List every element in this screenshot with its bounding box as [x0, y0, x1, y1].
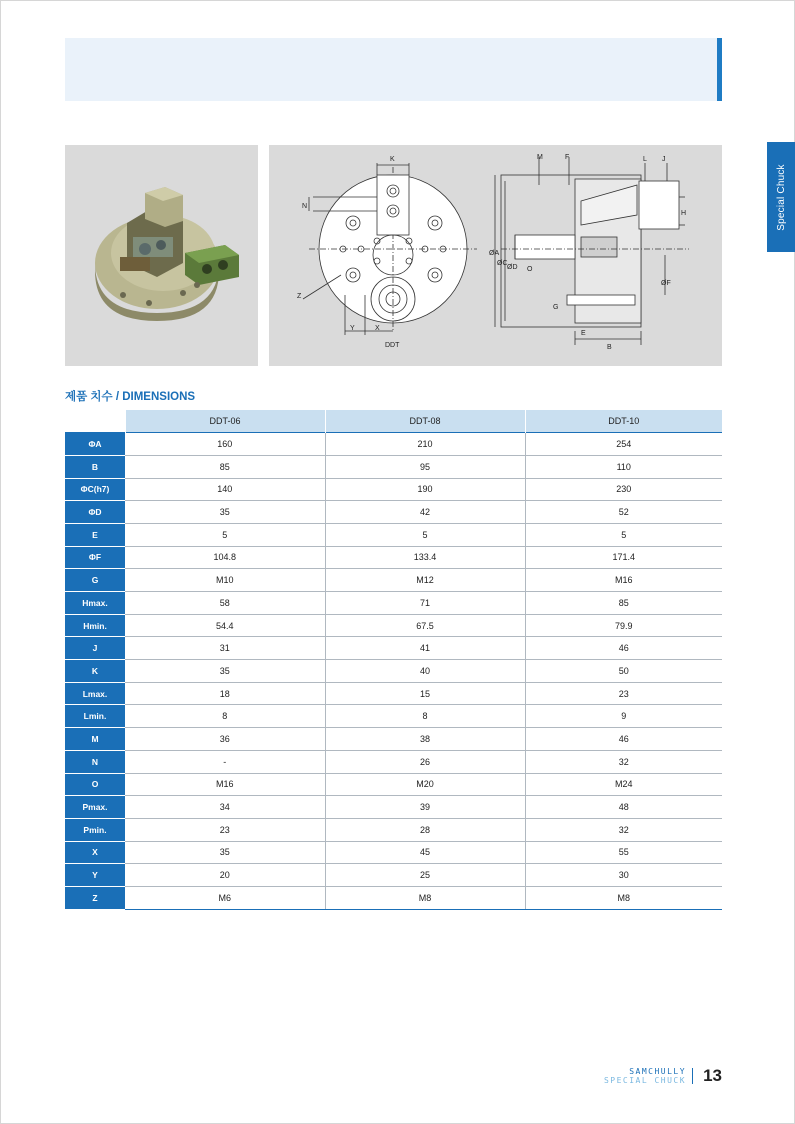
- table-row: [65, 773, 722, 796]
- row-label: Pmin.: [65, 818, 125, 841]
- table-cell: 71: [325, 592, 525, 615]
- row-label: K: [65, 660, 125, 683]
- label-y: Y: [350, 325, 355, 332]
- row-label: B: [65, 455, 125, 478]
- label-f: F: [565, 154, 570, 161]
- table-cell: 95: [325, 455, 525, 478]
- table-row: [65, 455, 722, 478]
- table-cell: 46: [525, 728, 722, 751]
- table-row: [65, 478, 722, 501]
- table-cell: 133.4: [325, 546, 525, 569]
- table-row: [65, 433, 722, 456]
- table-cell: 85: [525, 592, 722, 615]
- table-row: [65, 523, 722, 546]
- table-cell: M16: [125, 773, 325, 796]
- row-label: O: [65, 773, 125, 796]
- table-cell: 35: [125, 501, 325, 524]
- table-cell: 85: [125, 455, 325, 478]
- technical-drawing: [269, 145, 722, 366]
- table-corner: [65, 410, 125, 433]
- row-label: Lmax.: [65, 682, 125, 705]
- table-cell: 48: [525, 796, 722, 819]
- table-cell: 35: [125, 841, 325, 864]
- table-cell: 42: [325, 501, 525, 524]
- table-cell: 32: [525, 818, 722, 841]
- table-cell: M10: [125, 569, 325, 592]
- row-label: ΦF: [65, 546, 125, 569]
- table-cell: 171.4: [525, 546, 722, 569]
- table-row: [65, 660, 722, 683]
- table-cell: 15: [325, 682, 525, 705]
- table-cell: 30: [525, 864, 722, 887]
- table-cell: 52: [525, 501, 722, 524]
- row-label: ΦD: [65, 501, 125, 524]
- table-row: [65, 886, 722, 909]
- table-header-row: [65, 410, 722, 433]
- label-m: M: [537, 154, 543, 161]
- label-k: K: [390, 156, 395, 163]
- row-label: G: [65, 569, 125, 592]
- row-label: Pmax.: [65, 796, 125, 819]
- table-cell: 36: [125, 728, 325, 751]
- table-cell: M24: [525, 773, 722, 796]
- table-cell: 67.5: [325, 614, 525, 637]
- table-row: [65, 705, 722, 728]
- label-l: L: [643, 156, 647, 163]
- dimensions-table: [65, 410, 722, 910]
- table-row: [65, 637, 722, 660]
- table-cell: 254: [525, 433, 722, 456]
- row-label: ΦA: [65, 433, 125, 456]
- table-cell: M8: [525, 886, 722, 909]
- table-row: [65, 614, 722, 637]
- label-h: H: [681, 210, 687, 217]
- label-b: B: [607, 344, 612, 351]
- table-cell: M12: [325, 569, 525, 592]
- table-cell: 79.9: [525, 614, 722, 637]
- row-label: Z: [65, 886, 125, 909]
- label-j: J: [662, 156, 666, 163]
- footer-divider: [692, 1068, 693, 1084]
- table-cell: 104.8: [125, 546, 325, 569]
- table-cell: 20: [125, 864, 325, 887]
- label-x: X: [375, 325, 380, 332]
- row-label: Lmin.: [65, 705, 125, 728]
- table-cell: 34: [125, 796, 325, 819]
- label-o: O: [527, 266, 533, 273]
- column-header: DDT-06: [125, 410, 325, 433]
- table-cell: 18: [125, 682, 325, 705]
- table-cell: 40: [325, 660, 525, 683]
- row-label: N: [65, 750, 125, 773]
- table-cell: 26: [325, 750, 525, 773]
- row-label: Hmin.: [65, 614, 125, 637]
- table-row: [65, 728, 722, 751]
- table-row: [65, 682, 722, 705]
- section-title: 제품 치수 / DIMENSIONS: [65, 391, 196, 403]
- table-cell: 23: [125, 818, 325, 841]
- side-tab[interactable]: [767, 142, 795, 252]
- table-cell: 35: [125, 660, 325, 683]
- table-row: [65, 818, 722, 841]
- row-label: X: [65, 841, 125, 864]
- table-cell: 5: [325, 523, 525, 546]
- label-n: N: [302, 203, 308, 210]
- table-row: [65, 569, 722, 592]
- brand-line-2: SPECIAL CHUCK: [603, 1076, 687, 1085]
- table-cell: 230: [525, 478, 722, 501]
- footer: [604, 1066, 722, 1086]
- label-oc: ØC: [497, 260, 508, 267]
- side-tab-label: Special Chuck: [775, 163, 787, 231]
- page-number: 13: [703, 1066, 722, 1085]
- table-cell: 58: [125, 592, 325, 615]
- product-photo: [65, 145, 258, 366]
- table-row: [65, 750, 722, 773]
- table-cell: 190: [325, 478, 525, 501]
- table-cell: 28: [325, 818, 525, 841]
- table-cell: M6: [125, 886, 325, 909]
- label-od: ØD: [507, 264, 518, 271]
- table-cell: 55: [525, 841, 722, 864]
- table-cell: 160: [125, 433, 325, 456]
- table-row: [65, 864, 722, 887]
- header-band: [65, 38, 722, 101]
- table-row: [65, 546, 722, 569]
- table-cell: 31: [125, 637, 325, 660]
- row-label: J: [65, 637, 125, 660]
- table-cell: 23: [525, 682, 722, 705]
- brand-logo: [604, 1067, 686, 1085]
- table-row: [65, 841, 722, 864]
- table-cell: 140: [125, 478, 325, 501]
- row-label: Y: [65, 864, 125, 887]
- column-header: DDT-10: [525, 410, 722, 433]
- table-cell: 38: [325, 728, 525, 751]
- label-g: G: [553, 304, 559, 311]
- brand-line-1: SAMCHULLY: [629, 1067, 687, 1076]
- label-z: Z: [297, 293, 302, 300]
- table-cell: 210: [325, 433, 525, 456]
- table-cell: 54.4: [125, 614, 325, 637]
- table-cell: 50: [525, 660, 722, 683]
- table-row: [65, 501, 722, 524]
- label-e: E: [581, 330, 586, 337]
- row-label: E: [65, 523, 125, 546]
- table-cell: 5: [125, 523, 325, 546]
- row-label: M: [65, 728, 125, 751]
- dimension-drawing-svg: [269, 145, 722, 366]
- table-row: [65, 592, 722, 615]
- table-cell: 9: [525, 705, 722, 728]
- table-cell: 8: [125, 705, 325, 728]
- table-cell: 110: [525, 455, 722, 478]
- chuck-cutaway-illustration: [65, 145, 258, 366]
- table-cell: 46: [525, 637, 722, 660]
- table-cell: -: [125, 750, 325, 773]
- table-cell: 8: [325, 705, 525, 728]
- label-of: ØF: [661, 280, 671, 287]
- table-cell: 25: [325, 864, 525, 887]
- table-cell: M16: [525, 569, 722, 592]
- label-oa: ØA: [489, 250, 500, 257]
- table-cell: 5: [525, 523, 722, 546]
- table-cell: 41: [325, 637, 525, 660]
- row-label: ΦC(h7): [65, 478, 125, 501]
- table-cell: M8: [325, 886, 525, 909]
- row-label: Hmax.: [65, 592, 125, 615]
- header-accent-bar: [717, 38, 722, 101]
- table-cell: 32: [525, 750, 722, 773]
- table-row: [65, 796, 722, 819]
- table-cell: 39: [325, 796, 525, 819]
- label-model: DDT: [385, 342, 400, 349]
- table-cell: M20: [325, 773, 525, 796]
- table-cell: 45: [325, 841, 525, 864]
- column-header: DDT-08: [325, 410, 525, 433]
